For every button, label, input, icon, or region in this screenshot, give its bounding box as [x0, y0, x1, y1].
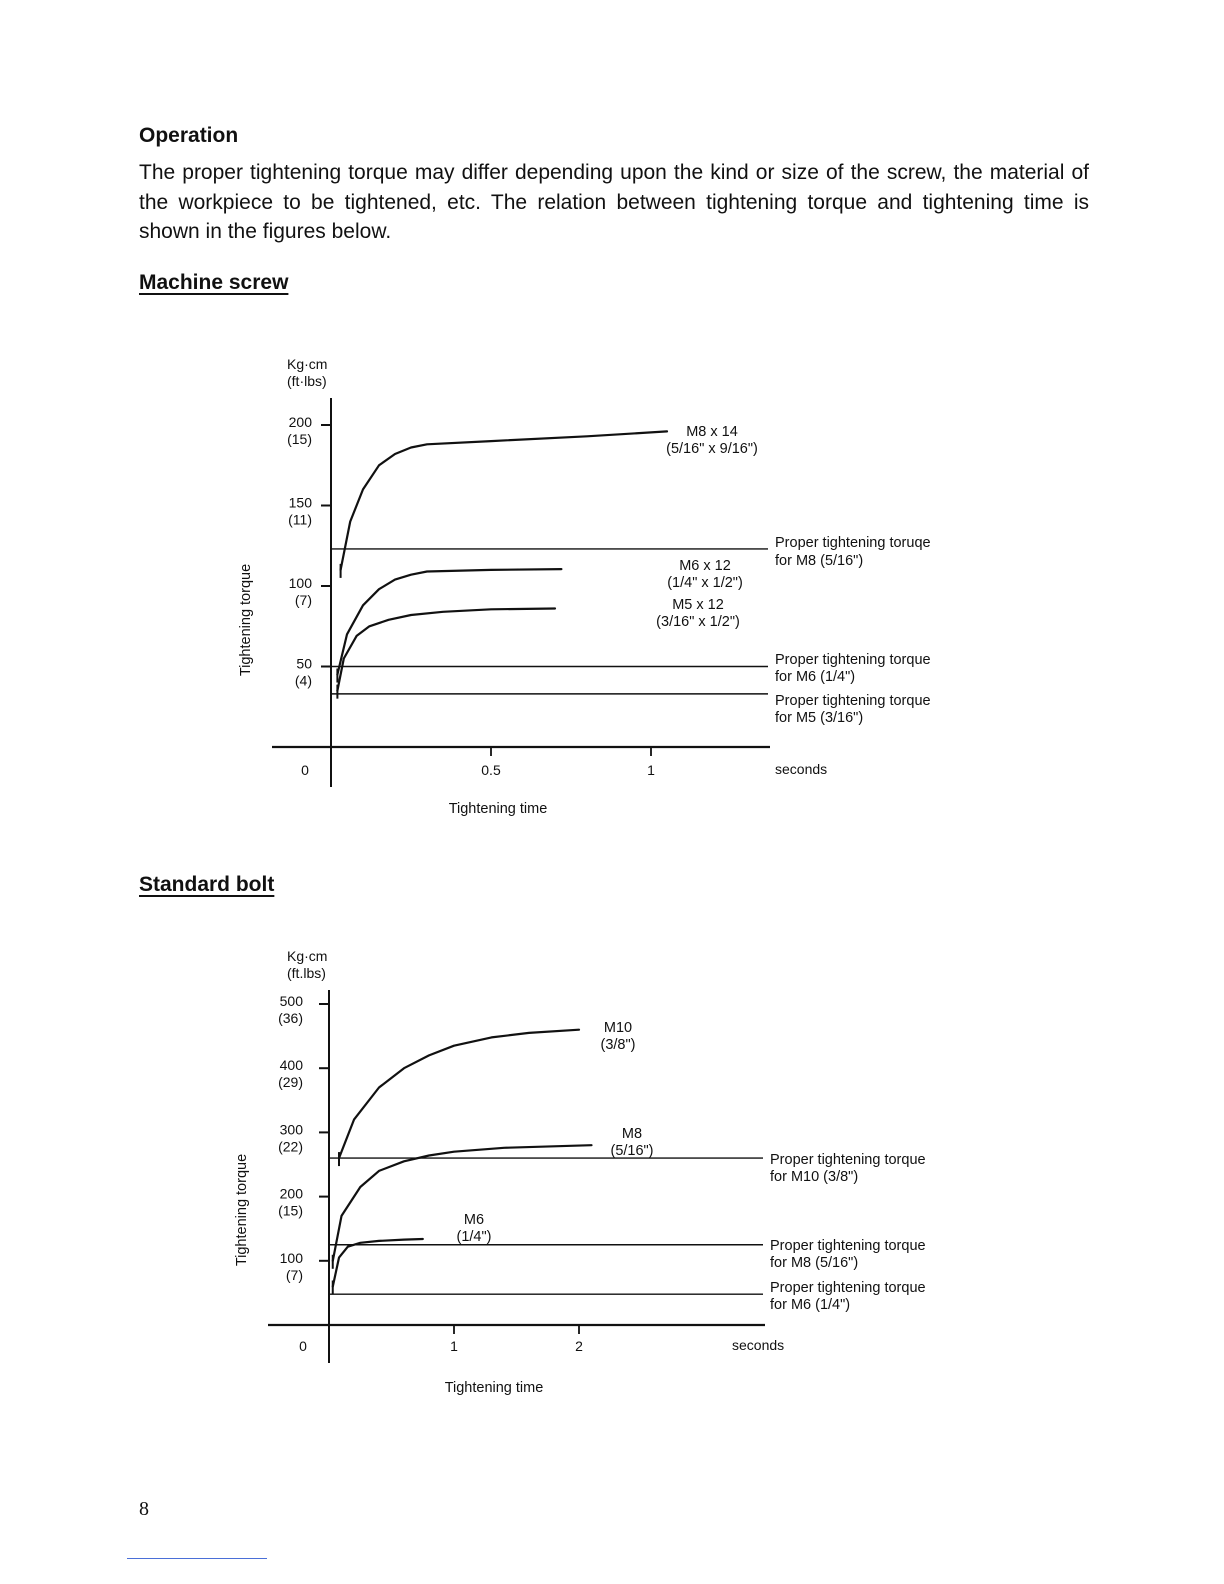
y-unit-label: Kg·cm: [287, 356, 328, 372]
y-tick-sublabel: (4): [294, 672, 312, 689]
y-unit-label: Kg·cm: [287, 948, 328, 964]
y-unit-label-imperial: (ft·lbs): [287, 373, 327, 389]
y-tick-sublabel: (36): [278, 1010, 303, 1026]
y-axis-title: Tightening torque: [234, 1153, 250, 1267]
y-tick-sublabel: (7): [294, 592, 312, 608]
series-sublabel: (3/8"): [600, 1037, 636, 1053]
reference-line-label: Proper tightening toruqe: [775, 535, 931, 551]
series-sublabel: (5/16" x 9/16"): [666, 441, 758, 457]
y-tick-label: 100: [288, 575, 312, 591]
y-tick-label: 500: [279, 993, 303, 1009]
series-label: M6: [463, 1212, 485, 1228]
y-tick-label: 200: [279, 1185, 303, 1202]
reference-line-sublabel: for M6 (1/4"): [775, 669, 856, 685]
y-axis-title: Tightening torque: [238, 563, 254, 677]
x-tick-label: 0: [299, 1338, 307, 1354]
x-tick-label: 0.5: [481, 762, 501, 778]
x-axis-title: Tightening time: [444, 1380, 544, 1396]
y-tick-label: 150: [288, 494, 312, 511]
reference-line-label: Proper tightening torque: [775, 693, 931, 709]
series-sublabel: (3/16" x 1/2"): [656, 614, 740, 630]
series-line: [339, 1030, 579, 1158]
y-tick-sublabel: (15): [278, 1202, 303, 1219]
intro-paragraph: The proper tightening torque may differ depending upon the kind or size of the screw, the material of the workpiece to be tightened, etc. The relation between tightening torque and tightening time is shown in the figures below.: [139, 161, 1089, 243]
reference-line-label: Proper tightening torque: [770, 1238, 926, 1254]
machine-screw-title: Machine screw: [139, 271, 289, 294]
x-unit-label: seconds: [775, 761, 828, 777]
series-label: M10: [603, 1020, 633, 1036]
y-tick-sublabel: (11): [288, 511, 312, 528]
y-unit-label-imperial: (ft.lbs): [287, 965, 326, 981]
series-label: M6 x 12: [679, 558, 731, 574]
series-label: M5 x 12: [672, 597, 724, 613]
y-tick-label: 50: [296, 655, 312, 672]
series-label: M8: [621, 1126, 643, 1142]
y-tick-label: 400: [279, 1057, 303, 1074]
section-heading: Operation: [139, 124, 239, 147]
y-tick-sublabel: (22): [278, 1138, 303, 1155]
y-tick-sublabel: (7): [285, 1266, 303, 1283]
page-number: 8: [139, 1498, 149, 1520]
series-sublabel: (5/16"): [610, 1143, 654, 1159]
x-unit-label: seconds: [732, 1337, 785, 1353]
standard-bolt-chart: [0, 930, 1224, 1410]
reference-line-sublabel: for M8 (5/16"): [770, 1255, 859, 1271]
reference-line-sublabel: for M10 (3/8"): [770, 1169, 859, 1185]
y-tick-sublabel: (29): [278, 1074, 303, 1091]
x-tick-label: 2: [575, 1338, 583, 1354]
series-line: [337, 569, 561, 674]
series-label: M8 x 14: [686, 424, 738, 440]
reference-line-label: Proper tightening torque: [770, 1152, 926, 1168]
x-axis-title: Tightening time: [448, 801, 548, 817]
series-line: [333, 1239, 423, 1287]
series-line: [337, 609, 555, 691]
reference-line-label: Proper tightening torque: [775, 652, 931, 668]
reference-line-sublabel: for M6 (1/4"): [770, 1297, 851, 1313]
y-tick-label: 300: [279, 1121, 303, 1138]
series-sublabel: (1/4" x 1/2"): [667, 575, 743, 591]
x-tick-label: 1: [647, 762, 655, 778]
y-tick-label: 200: [288, 414, 312, 430]
standard-bolt-title: Standard bolt: [139, 873, 275, 896]
machine-screw-chart: [0, 340, 1224, 840]
x-tick-label: 0: [301, 762, 309, 778]
reference-line-sublabel: for M5 (3/16"): [775, 710, 864, 726]
footer-rule: [127, 1558, 267, 1559]
y-tick-sublabel: (15): [287, 431, 312, 447]
y-tick-label: 100: [279, 1249, 303, 1266]
reference-line-label: Proper tightening torque: [770, 1280, 926, 1296]
series-sublabel: (1/4"): [456, 1229, 492, 1245]
x-tick-label: 1: [450, 1338, 458, 1354]
reference-line-sublabel: for M8 (5/16"): [775, 553, 864, 569]
